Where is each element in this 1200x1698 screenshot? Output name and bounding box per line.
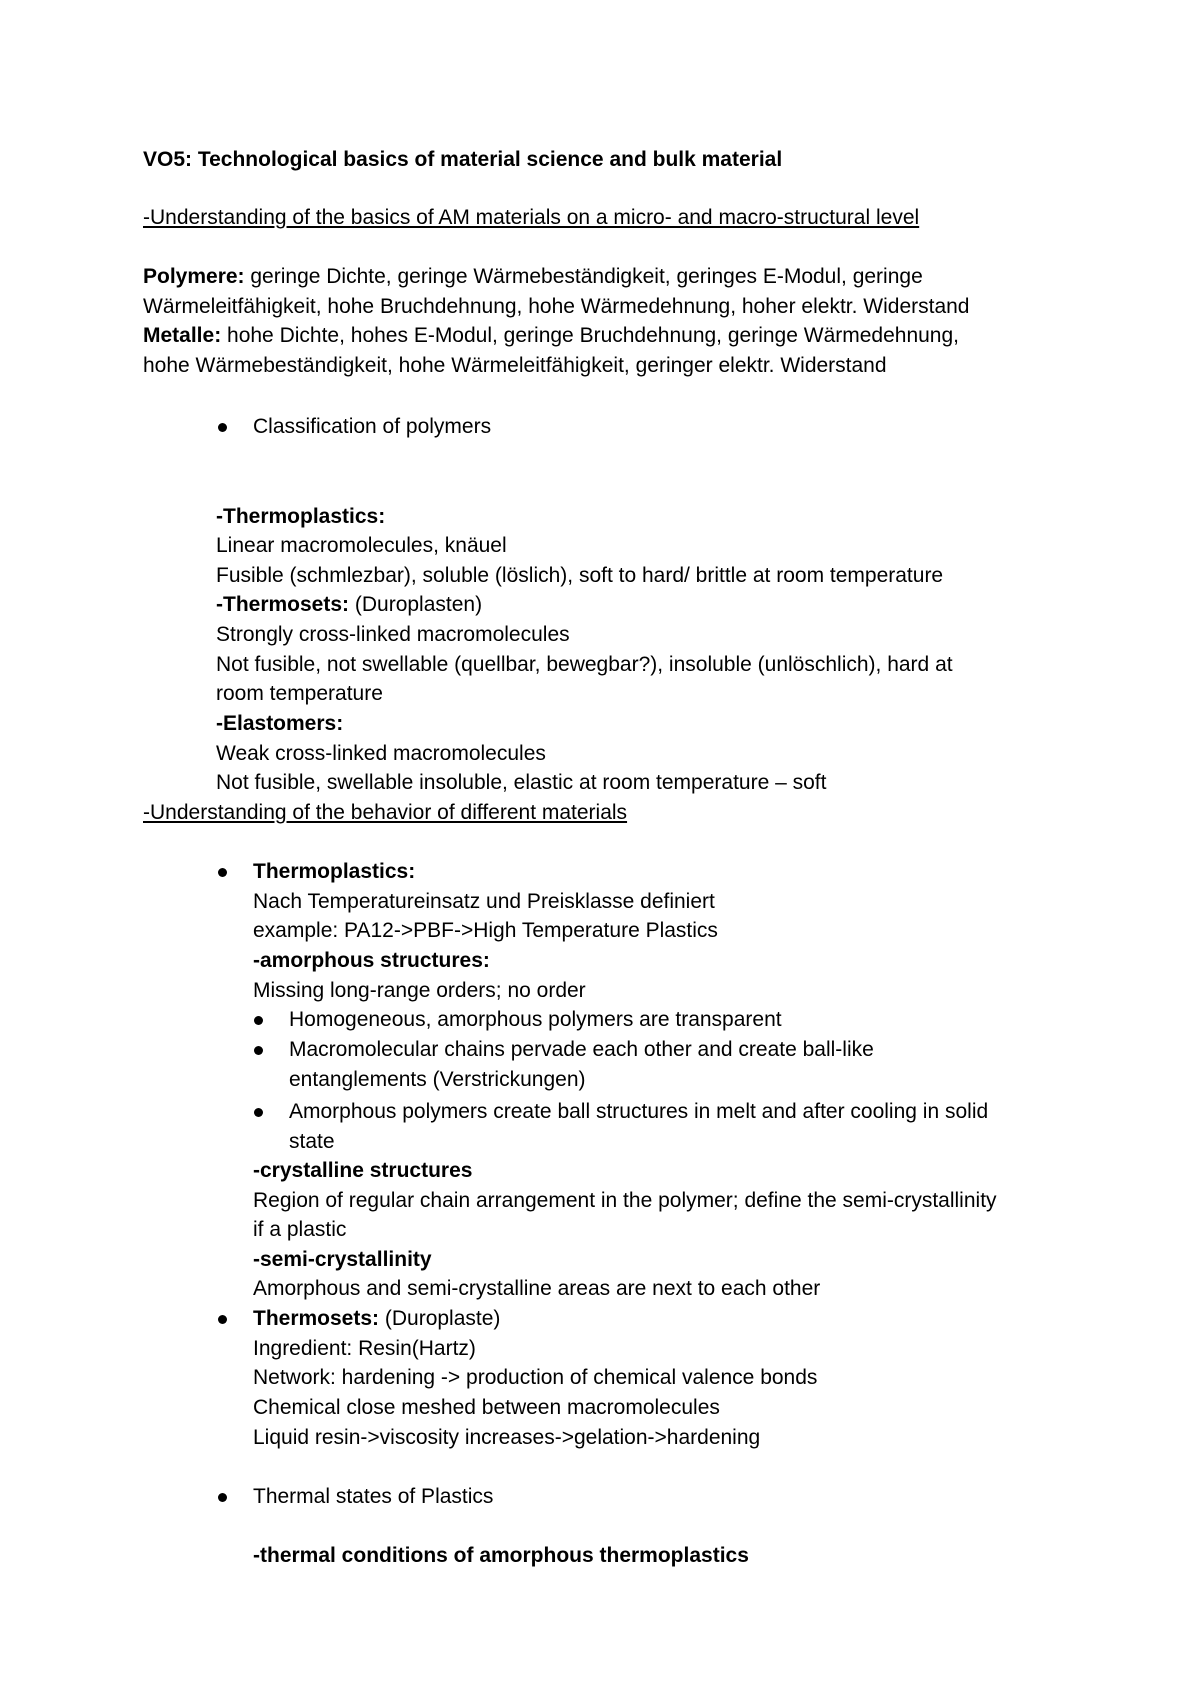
metalle-line-2: hohe Wärmebeständigkeit, hohe Wärmeleitfähigkeit, geringer elektr. Widerstand [143,354,887,377]
elastomers-heading: -Elastomers: [216,712,344,735]
classification-bullet: Classification of polymers [253,415,492,438]
polymere-line-2: Wärmeleitfähigkeit, hohe Bruchdehnung, hohe Wärmedehnung, hoher elektr. Widerstand [143,295,970,318]
polymere-line-1 [143,266,923,287]
polymere-text-1: geringe Dichte, geringe Wärmebeständigkeit, geringes E-Modul, geringe [244,265,923,288]
crystalline-heading: -crystalline structures [253,1159,473,1182]
amorphous-bullet: Homogeneous, amorphous polymers are transparent [289,1008,782,1031]
behavior-thermosets-line: Chemical close meshed between macromolecules [253,1396,720,1419]
behavior-thermosets-heading [253,1308,500,1329]
thermosets-heading [216,594,482,615]
behavior-thermosets-suffix: (Duroplaste) [379,1307,501,1330]
behavior-thermoplastics-line: Nach Temperatureinsatz und Preisklasse definiert [253,890,715,913]
thermoplastics-line: Fusible (schmlezbar), soluble (löslich), soft to hard/ brittle at room temperature [216,564,944,587]
metalle-text-1: hohe Dichte, hohes E-Modul, geringe Bruchdehnung, geringe Wärmedehnung, [221,324,959,347]
bullet-dot [254,1016,263,1025]
thermosets-suffix: (Duroplasten) [349,593,483,616]
amorphous-heading: -amorphous structures: [253,949,490,972]
metalle-label: Metalle: [143,324,222,347]
elastomers-line: Weak cross-linked macromolecules [216,742,546,765]
behavior-thermosets-line: Ingredient: Resin(Hartz) [253,1337,476,1360]
behavior-thermoplastics-line: example: PA12->PBF->High Temperature Plastics [253,919,718,942]
amorphous-bullet: Macromolecular chains pervade each other and create ball-like [289,1038,874,1061]
thermosets-label: -Thermosets: [216,593,350,616]
bullet-dot [218,1493,227,1502]
thermoplastics-line: Linear macromolecules, knäuel [216,534,507,557]
crystalline-line: if a plastic [253,1218,347,1241]
document-title: VO5: Technological basics of material science and bulk material [143,148,783,171]
subheading-basics: -Understanding of the basics of AM materials on a micro- and macro-structural level [143,206,920,229]
bullet-dot [254,1046,263,1055]
behavior-thermosets-label: Thermosets: [253,1307,380,1330]
amorphous-bullet-continued: entanglements (Verstrickungen) [289,1068,586,1091]
amorphous-bullet-continued: state [289,1130,335,1153]
amorphous-line: Missing long-range orders; no order [253,979,586,1002]
semicrystallinity-heading: -semi-crystallinity [253,1248,432,1271]
behavior-thermosets-line: Liquid resin->viscosity increases->gelation->hardening [253,1426,761,1449]
polymere-label: Polymere: [143,265,245,288]
elastomers-line: Not fusible, swellable insoluble, elastic at room temperature – soft [216,771,827,794]
amorphous-bullet: Amorphous polymers create ball structures in melt and after cooling in solid [289,1100,989,1123]
metalle-line-1 [143,325,959,346]
thermosets-line: Not fusible, not swellable (quellbar, bewegbar?), insoluble (unlöschlich), hard at [216,653,953,676]
bullet-dot [218,423,227,432]
subheading-behavior: -Understanding of the behavior of different materials [143,801,628,824]
thermosets-line: room temperature [216,682,383,705]
crystalline-line: Region of regular chain arrangement in the polymer; define the semi-crystallinity [253,1189,997,1212]
thermal-conditions-heading: -thermal conditions of amorphous thermoplastics [253,1544,749,1567]
behavior-thermosets-line: Network: hardening -> production of chemical valence bonds [253,1366,818,1389]
bullet-dot [254,1108,263,1117]
thermoplastics-heading: -Thermoplastics: [216,505,386,528]
bullet-dot [218,1315,227,1324]
behavior-thermoplastics-heading: Thermoplastics: [253,860,416,883]
thermosets-line: Strongly cross-linked macromolecules [216,623,570,646]
thermal-states-bullet: Thermal states of Plastics [253,1485,494,1508]
bullet-dot [218,868,227,877]
semicrystallinity-line: Amorphous and semi-crystalline areas are next to each other [253,1277,821,1300]
